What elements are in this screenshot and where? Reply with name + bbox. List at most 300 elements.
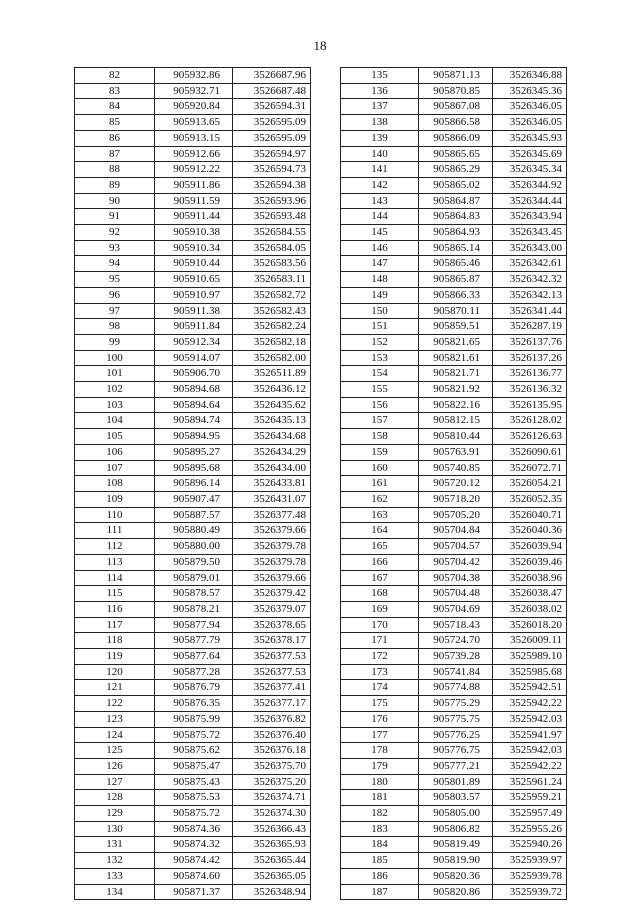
y-coordinate-cell: 3526434.00 (233, 460, 311, 476)
table-row (75, 115, 311, 131)
point-number-cell: 145 (341, 225, 419, 241)
point-number-cell: 162 (341, 491, 419, 507)
y-coordinate-cell: 3526343.45 (493, 225, 567, 241)
point-number-cell: 180 (341, 774, 419, 790)
table-row (75, 884, 311, 900)
table-row (75, 193, 311, 209)
table-row (75, 617, 311, 633)
y-coordinate-cell: 3525939.97 (493, 853, 567, 869)
point-number-cell: 101 (75, 366, 155, 382)
x-coordinate-cell: 905775.29 (419, 696, 493, 712)
table-row (341, 774, 567, 790)
y-coordinate-cell: 3526090.61 (493, 444, 567, 460)
point-number-cell: 89 (75, 177, 155, 193)
point-number-cell: 165 (341, 539, 419, 555)
x-coordinate-cell: 905803.57 (419, 790, 493, 806)
table-row (75, 256, 311, 272)
y-coordinate-cell: 3526009.11 (493, 633, 567, 649)
table-row (341, 617, 567, 633)
table-row (75, 523, 311, 539)
point-number-cell: 174 (341, 680, 419, 696)
point-number-cell: 153 (341, 350, 419, 366)
x-coordinate-cell: 905876.79 (155, 680, 233, 696)
table-row (341, 758, 567, 774)
point-number-cell: 150 (341, 303, 419, 319)
table-row (75, 507, 311, 523)
table-row (341, 366, 567, 382)
y-coordinate-cell: 3526365.93 (233, 837, 311, 853)
y-coordinate-cell: 3526343.94 (493, 209, 567, 225)
y-coordinate-cell: 3526342.13 (493, 287, 567, 303)
x-coordinate-cell: 905810.44 (419, 429, 493, 445)
point-number-cell: 168 (341, 586, 419, 602)
table-row (75, 586, 311, 602)
y-coordinate-cell: 3525942.51 (493, 680, 567, 696)
table-row (341, 303, 567, 319)
point-number-cell: 120 (75, 664, 155, 680)
table-row (75, 350, 311, 366)
table-row (341, 853, 567, 869)
point-number-cell: 119 (75, 649, 155, 665)
point-number-cell: 157 (341, 413, 419, 429)
point-number-cell: 169 (341, 601, 419, 617)
x-coordinate-cell: 905866.09 (419, 130, 493, 146)
y-coordinate-cell: 3526378.17 (233, 633, 311, 649)
y-coordinate-cell: 3525939.78 (493, 868, 567, 884)
x-coordinate-cell: 905910.38 (155, 225, 233, 241)
y-coordinate-cell: 3526345.93 (493, 130, 567, 146)
y-coordinate-cell: 3526594.97 (233, 146, 311, 162)
coordinates-table-left (74, 67, 311, 900)
table-row (75, 130, 311, 146)
point-number-cell: 121 (75, 680, 155, 696)
y-coordinate-cell: 3526365.44 (233, 853, 311, 869)
y-coordinate-cell: 3526345.36 (493, 83, 567, 99)
table-row (75, 758, 311, 774)
table-row (75, 476, 311, 492)
table-row (341, 272, 567, 288)
x-coordinate-cell: 905887.57 (155, 507, 233, 523)
x-coordinate-cell: 905875.72 (155, 727, 233, 743)
point-number-cell: 100 (75, 350, 155, 366)
table-row (341, 837, 567, 853)
table-row (341, 586, 567, 602)
point-number-cell: 183 (341, 821, 419, 837)
point-number-cell: 111 (75, 523, 155, 539)
x-coordinate-cell: 905894.95 (155, 429, 233, 445)
point-number-cell: 122 (75, 696, 155, 712)
x-coordinate-cell: 905871.37 (155, 884, 233, 900)
table-row (341, 711, 567, 727)
y-coordinate-cell: 3525942.03 (493, 743, 567, 759)
point-number-cell: 112 (75, 539, 155, 555)
y-coordinate-cell: 3526377.17 (233, 696, 311, 712)
y-coordinate-cell: 3526126.63 (493, 429, 567, 445)
y-coordinate-cell: 3526346.88 (493, 68, 567, 84)
y-coordinate-cell: 3526584.05 (233, 240, 311, 256)
y-coordinate-cell: 3526377.41 (233, 680, 311, 696)
x-coordinate-cell: 905875.47 (155, 758, 233, 774)
x-coordinate-cell: 905876.35 (155, 696, 233, 712)
x-coordinate-cell: 905704.48 (419, 586, 493, 602)
x-coordinate-cell: 905865.29 (419, 162, 493, 178)
table-row (75, 711, 311, 727)
table-row (341, 570, 567, 586)
x-coordinate-cell: 905704.42 (419, 554, 493, 570)
y-coordinate-cell: 3526345.34 (493, 162, 567, 178)
point-number-cell: 91 (75, 209, 155, 225)
point-number-cell: 133 (75, 868, 155, 884)
table-row (341, 868, 567, 884)
x-coordinate-cell: 905871.13 (419, 68, 493, 84)
table-row (341, 507, 567, 523)
point-number-cell: 182 (341, 806, 419, 822)
table-row (75, 853, 311, 869)
point-number-cell: 106 (75, 444, 155, 460)
y-coordinate-cell: 3526135.95 (493, 397, 567, 413)
x-coordinate-cell: 905821.61 (419, 350, 493, 366)
y-coordinate-cell: 3526434.29 (233, 444, 311, 460)
y-coordinate-cell: 3526378.65 (233, 617, 311, 633)
table-row (341, 287, 567, 303)
table-row (75, 821, 311, 837)
point-number-cell: 113 (75, 554, 155, 570)
table-row (75, 554, 311, 570)
x-coordinate-cell: 905820.86 (419, 884, 493, 900)
x-coordinate-cell: 905913.65 (155, 115, 233, 131)
table-row (75, 570, 311, 586)
y-coordinate-cell: 3526436.12 (233, 382, 311, 398)
table-row (341, 743, 567, 759)
x-coordinate-cell: 905879.01 (155, 570, 233, 586)
point-number-cell: 185 (341, 853, 419, 869)
x-coordinate-cell: 905877.28 (155, 664, 233, 680)
point-number-cell: 147 (341, 256, 419, 272)
x-coordinate-cell: 905906.70 (155, 366, 233, 382)
y-coordinate-cell: 3525940.26 (493, 837, 567, 853)
y-coordinate-cell: 3526379.78 (233, 539, 311, 555)
x-coordinate-cell: 905740.85 (419, 460, 493, 476)
y-coordinate-cell: 3526583.56 (233, 256, 311, 272)
table-row (75, 429, 311, 445)
table-row (341, 821, 567, 837)
y-coordinate-cell: 3525942.22 (493, 696, 567, 712)
point-number-cell: 102 (75, 382, 155, 398)
y-coordinate-cell: 3525942.22 (493, 758, 567, 774)
point-number-cell: 114 (75, 570, 155, 586)
x-coordinate-cell: 905877.94 (155, 617, 233, 633)
table-row (341, 334, 567, 350)
y-coordinate-cell: 3526137.76 (493, 334, 567, 350)
x-coordinate-cell: 905895.27 (155, 444, 233, 460)
point-number-cell: 90 (75, 193, 155, 209)
table-row (341, 225, 567, 241)
y-coordinate-cell: 3526375.70 (233, 758, 311, 774)
table-row (75, 240, 311, 256)
y-coordinate-cell: 3526377.53 (233, 664, 311, 680)
table-row (341, 83, 567, 99)
y-coordinate-cell: 3526431.07 (233, 491, 311, 507)
y-coordinate-cell: 3526038.96 (493, 570, 567, 586)
table-row (341, 146, 567, 162)
point-number-cell: 155 (341, 382, 419, 398)
table-row (75, 743, 311, 759)
x-coordinate-cell: 905911.44 (155, 209, 233, 225)
point-number-cell: 149 (341, 287, 419, 303)
y-coordinate-cell: 3526593.96 (233, 193, 311, 209)
point-number-cell: 107 (75, 460, 155, 476)
y-coordinate-cell: 3526040.36 (493, 523, 567, 539)
point-number-cell: 105 (75, 429, 155, 445)
y-coordinate-cell: 3525955.26 (493, 821, 567, 837)
point-number-cell: 108 (75, 476, 155, 492)
y-coordinate-cell: 3526593.48 (233, 209, 311, 225)
point-number-cell: 148 (341, 272, 419, 288)
y-coordinate-cell: 3525941.97 (493, 727, 567, 743)
coordinates-table-right (340, 67, 567, 900)
y-coordinate-cell: 3526038.47 (493, 586, 567, 602)
x-coordinate-cell: 905870.11 (419, 303, 493, 319)
table-row (75, 444, 311, 460)
y-coordinate-cell: 3526374.30 (233, 806, 311, 822)
table-row (75, 319, 311, 335)
y-coordinate-cell: 3526433.81 (233, 476, 311, 492)
point-number-cell: 186 (341, 868, 419, 884)
point-number-cell: 118 (75, 633, 155, 649)
x-coordinate-cell: 905894.68 (155, 382, 233, 398)
x-coordinate-cell: 905864.83 (419, 209, 493, 225)
y-coordinate-cell: 3525957.49 (493, 806, 567, 822)
x-coordinate-cell: 905805.00 (419, 806, 493, 822)
x-coordinate-cell: 905718.20 (419, 491, 493, 507)
y-coordinate-cell: 3526039.46 (493, 554, 567, 570)
table-row (341, 884, 567, 900)
y-coordinate-cell: 3525961.24 (493, 774, 567, 790)
table-row (75, 491, 311, 507)
table-row (341, 413, 567, 429)
table-row (341, 554, 567, 570)
x-coordinate-cell: 905874.42 (155, 853, 233, 869)
x-coordinate-cell: 905774.88 (419, 680, 493, 696)
x-coordinate-cell: 905877.64 (155, 649, 233, 665)
x-coordinate-cell: 905865.02 (419, 177, 493, 193)
table-row (75, 303, 311, 319)
table-row (75, 539, 311, 555)
table-row (75, 162, 311, 178)
y-coordinate-cell: 3526376.18 (233, 743, 311, 759)
x-coordinate-cell: 905875.43 (155, 774, 233, 790)
table-row (341, 696, 567, 712)
y-coordinate-cell: 3526137.26 (493, 350, 567, 366)
y-coordinate-cell: 3526040.71 (493, 507, 567, 523)
y-coordinate-cell: 3525959.21 (493, 790, 567, 806)
point-number-cell: 86 (75, 130, 155, 146)
x-coordinate-cell: 905911.86 (155, 177, 233, 193)
x-coordinate-cell: 905859.51 (419, 319, 493, 335)
y-coordinate-cell: 3526038.02 (493, 601, 567, 617)
point-number-cell: 166 (341, 554, 419, 570)
table-row (75, 68, 311, 84)
x-coordinate-cell: 905777.21 (419, 758, 493, 774)
x-coordinate-cell: 905894.64 (155, 397, 233, 413)
point-number-cell: 151 (341, 319, 419, 335)
x-coordinate-cell: 905880.00 (155, 539, 233, 555)
point-number-cell: 83 (75, 83, 155, 99)
x-coordinate-cell: 905819.90 (419, 853, 493, 869)
table-row (341, 460, 567, 476)
x-coordinate-cell: 905896.14 (155, 476, 233, 492)
table-row (341, 130, 567, 146)
x-coordinate-cell: 905865.14 (419, 240, 493, 256)
table-row (341, 397, 567, 413)
table-row (341, 429, 567, 445)
table-row (341, 633, 567, 649)
point-number-cell: 116 (75, 601, 155, 617)
table-row (341, 523, 567, 539)
point-number-cell: 110 (75, 507, 155, 523)
table-row (341, 115, 567, 131)
point-number-cell: 179 (341, 758, 419, 774)
x-coordinate-cell: 905912.34 (155, 334, 233, 350)
y-coordinate-cell: 3526342.32 (493, 272, 567, 288)
y-coordinate-cell: 3526594.31 (233, 99, 311, 115)
table-row (75, 382, 311, 398)
x-coordinate-cell: 905741.84 (419, 664, 493, 680)
x-coordinate-cell: 905704.69 (419, 601, 493, 617)
x-coordinate-cell: 905763.91 (419, 444, 493, 460)
point-number-cell: 132 (75, 853, 155, 869)
y-coordinate-cell: 3526583.11 (233, 272, 311, 288)
point-number-cell: 187 (341, 884, 419, 900)
x-coordinate-cell: 905776.75 (419, 743, 493, 759)
y-coordinate-cell: 3526584.55 (233, 225, 311, 241)
point-number-cell: 141 (341, 162, 419, 178)
table-row (75, 868, 311, 884)
point-number-cell: 84 (75, 99, 155, 115)
x-coordinate-cell: 905776.25 (419, 727, 493, 743)
x-coordinate-cell: 905821.92 (419, 382, 493, 398)
x-coordinate-cell: 905875.53 (155, 790, 233, 806)
point-number-cell: 158 (341, 429, 419, 445)
table-row (75, 680, 311, 696)
point-number-cell: 109 (75, 491, 155, 507)
y-coordinate-cell: 3526582.72 (233, 287, 311, 303)
table-row (75, 727, 311, 743)
table-row (341, 806, 567, 822)
table-row (341, 177, 567, 193)
point-number-cell: 99 (75, 334, 155, 350)
table-row (75, 649, 311, 665)
table-row (75, 774, 311, 790)
y-coordinate-cell: 3526594.73 (233, 162, 311, 178)
point-number-cell: 104 (75, 413, 155, 429)
point-number-cell: 144 (341, 209, 419, 225)
point-number-cell: 87 (75, 146, 155, 162)
point-number-cell: 140 (341, 146, 419, 162)
y-coordinate-cell: 3526366.43 (233, 821, 311, 837)
x-coordinate-cell: 905864.87 (419, 193, 493, 209)
y-coordinate-cell: 3525989.10 (493, 649, 567, 665)
table-row (75, 837, 311, 853)
table-row (75, 209, 311, 225)
table-row (75, 287, 311, 303)
y-coordinate-cell: 3526379.07 (233, 601, 311, 617)
point-number-cell: 146 (341, 240, 419, 256)
x-coordinate-cell: 905874.60 (155, 868, 233, 884)
y-coordinate-cell: 3526376.40 (233, 727, 311, 743)
table-row (75, 272, 311, 288)
x-coordinate-cell: 905819.49 (419, 837, 493, 853)
table-row (341, 680, 567, 696)
point-number-cell: 92 (75, 225, 155, 241)
point-number-cell: 143 (341, 193, 419, 209)
point-number-cell: 181 (341, 790, 419, 806)
table-row (341, 256, 567, 272)
x-coordinate-cell: 905866.33 (419, 287, 493, 303)
x-coordinate-cell: 905806.82 (419, 821, 493, 837)
y-coordinate-cell: 3526136.32 (493, 382, 567, 398)
point-number-cell: 154 (341, 366, 419, 382)
table-row (341, 790, 567, 806)
y-coordinate-cell: 3526341.44 (493, 303, 567, 319)
table-row (75, 146, 311, 162)
y-coordinate-cell: 3526582.24 (233, 319, 311, 335)
y-coordinate-cell: 3526379.78 (233, 554, 311, 570)
y-coordinate-cell: 3526343.00 (493, 240, 567, 256)
y-coordinate-cell: 3526052.35 (493, 491, 567, 507)
y-coordinate-cell: 3526054.21 (493, 476, 567, 492)
y-coordinate-cell: 3526072.71 (493, 460, 567, 476)
point-number-cell: 93 (75, 240, 155, 256)
y-coordinate-cell: 3526348.94 (233, 884, 311, 900)
point-number-cell: 164 (341, 523, 419, 539)
table-row (341, 539, 567, 555)
page-number: 18 (313, 38, 327, 53)
x-coordinate-cell: 905875.99 (155, 711, 233, 727)
x-coordinate-cell: 905895.68 (155, 460, 233, 476)
x-coordinate-cell: 905878.21 (155, 601, 233, 617)
y-coordinate-cell: 3526435.13 (233, 413, 311, 429)
point-number-cell: 129 (75, 806, 155, 822)
x-coordinate-cell: 905775.75 (419, 711, 493, 727)
table-row (75, 460, 311, 476)
x-coordinate-cell: 905907.47 (155, 491, 233, 507)
point-number-cell: 136 (341, 83, 419, 99)
x-coordinate-cell: 905865.87 (419, 272, 493, 288)
point-number-cell: 137 (341, 99, 419, 115)
x-coordinate-cell: 905910.44 (155, 256, 233, 272)
x-coordinate-cell: 905865.65 (419, 146, 493, 162)
x-coordinate-cell: 905911.38 (155, 303, 233, 319)
point-number-cell: 82 (75, 68, 155, 84)
y-coordinate-cell: 3526375.20 (233, 774, 311, 790)
x-coordinate-cell: 905911.59 (155, 193, 233, 209)
y-coordinate-cell: 3526346.05 (493, 115, 567, 131)
x-coordinate-cell: 905910.97 (155, 287, 233, 303)
x-coordinate-cell: 905910.65 (155, 272, 233, 288)
y-coordinate-cell: 3525942.03 (493, 711, 567, 727)
point-number-cell: 139 (341, 130, 419, 146)
point-number-cell: 142 (341, 177, 419, 193)
y-coordinate-cell: 3526136.77 (493, 366, 567, 382)
x-coordinate-cell: 905932.86 (155, 68, 233, 84)
x-coordinate-cell: 905920.84 (155, 99, 233, 115)
x-coordinate-cell: 905864.93 (419, 225, 493, 241)
table-row (341, 664, 567, 680)
x-coordinate-cell: 905821.65 (419, 334, 493, 350)
table-row (341, 68, 567, 84)
point-number-cell: 156 (341, 397, 419, 413)
